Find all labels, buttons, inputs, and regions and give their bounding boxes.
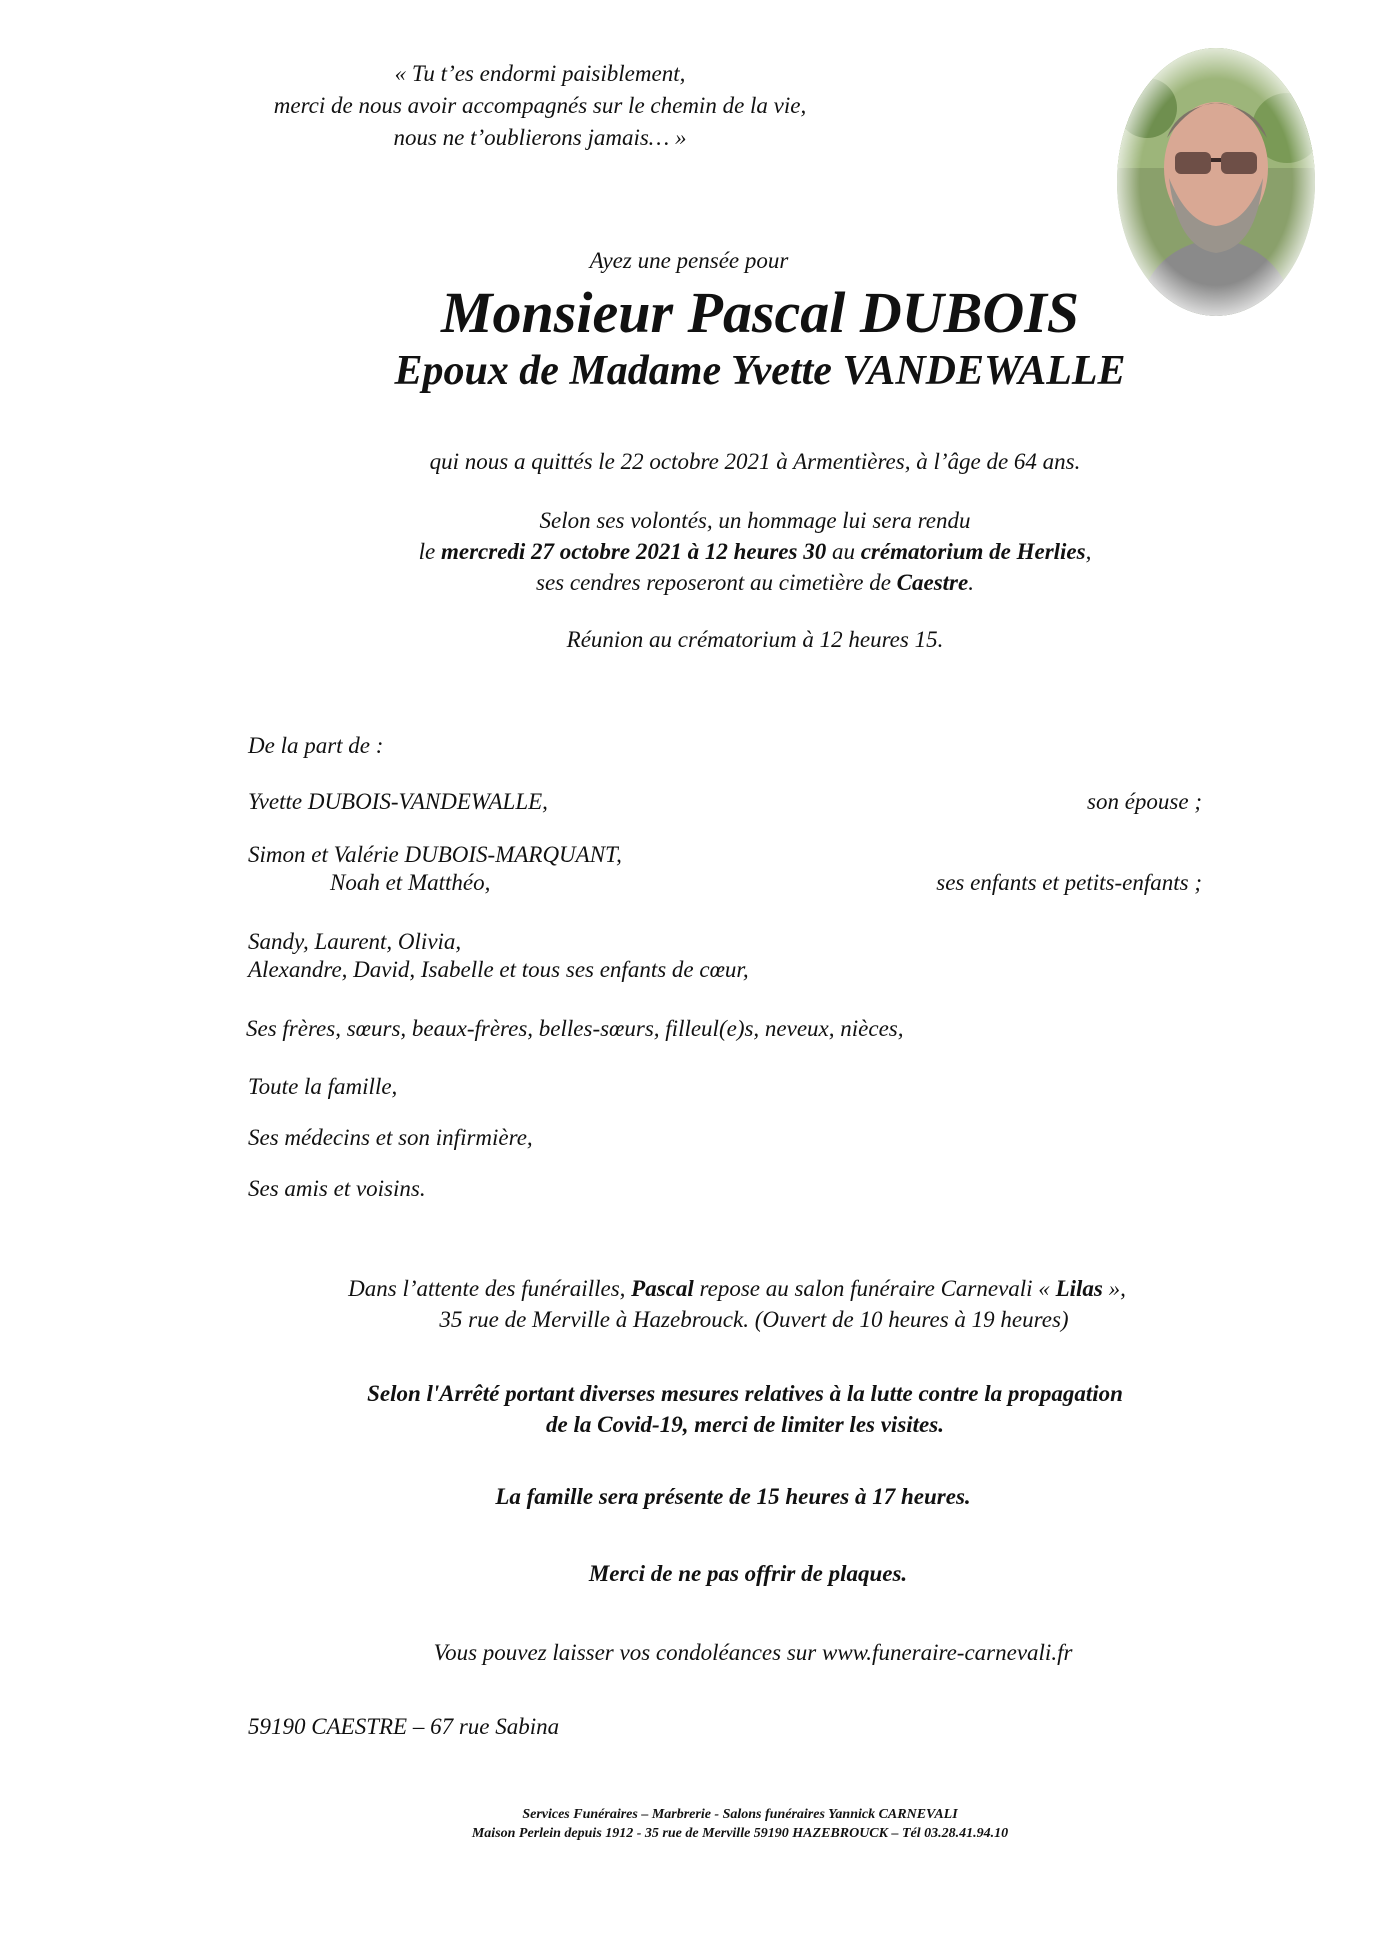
no-plaques-notice: Merci de ne pas offrir de plaques. [588,1561,908,1586]
spouse-line: Epoux de Madame Yvette VANDEWALLE [394,348,1126,394]
portrait-image [1117,48,1315,316]
quote-line-3: nous ne t’oublierons jamais… » [393,125,687,150]
funeral-home-line-2: 35 rue de Merville à Hazebrouck. (Ouvert de 10 heures à 19 heures) [439,1307,1069,1332]
friends-line: Ses amis et voisins. [248,1176,426,1201]
death-notice: qui nous a quittés le 22 octobre 2021 à Armentières, à l’âge de 64 ans. [429,449,1081,474]
ceremony-text: ses cendres reposeront au cimetière de [536,570,897,595]
cemetery-place: Caestre [896,570,969,595]
ceremony-text: . [968,570,974,595]
first-name: Pascal [631,1276,694,1301]
ceremony-text: le [418,539,441,564]
ceremony-text: au [826,539,861,564]
covid-line-2: de la Covid-19, merci de limiter les visites. [546,1412,944,1437]
ceremony-date: mercredi 27 octobre 2021 à 12 heures 30 [441,539,827,564]
ceremony-line-3 [0,566,1378,599]
epitaph-quote [240,58,840,154]
intro-text: Ayez une pensée pour [589,248,789,273]
funeral-home-line-1 [0,1272,1378,1305]
deceased-name: Monsieur Pascal DUBOIS [440,280,1080,345]
from-label: De la part de : [248,733,384,758]
home-address: 59190 CAESTRE – 67 rue Sabina [248,1714,560,1739]
ceremony-line-2 [0,535,1378,568]
children-line-1: Simon et Valérie DUBOIS-MARQUANT, [248,842,622,867]
quote-line-1: « Tu t’es endormi paisiblement, [394,61,686,86]
ceremony-text: , [1085,539,1092,564]
condolences-notice: Vous pouvez laisser vos condoléances sur www.funeraire-carnevali.fr [433,1640,1073,1665]
portrait-photo [1117,48,1315,316]
doctors-line: Ses médecins et son infirmière, [248,1125,533,1150]
quote-line-2: merci de nous avoir accompagnés sur le chemin de la vie, [273,93,807,118]
ceremony-line-1: Selon ses volontés, un hommage lui sera rendu [539,508,971,533]
siblings-line: Ses frères, sœurs, beaux-frères, belles-sœurs, filleul(e)s, neveux, nièces, [246,1016,904,1041]
footer-line-2: Maison Perlein depuis 1912 - 35 rue de Merville 59190 HAZEBROUCK – Tél 03.28.41.94.10 [471,1826,1009,1841]
covid-line-1: Selon l'Arrêté portant diverses mesures relatives à la lutte contre la propagation [367,1381,1123,1406]
funeral-home-text: », [1102,1276,1126,1301]
children-line-2: Noah et Matthéo, [330,870,491,895]
funeral-home-text: Dans l’attente des funérailles, [348,1276,632,1301]
ceremony-place: crématorium de Herlies [860,539,1086,564]
spouse-name: Yvette DUBOIS-VANDEWALLE, [248,789,548,814]
funeral-home-text: repose au salon funéraire Carnevali « [693,1276,1056,1301]
heart-children-line-2: Alexandre, David, Isabelle et tous ses enfants de cœur, [248,957,749,982]
footer-line-1: Services Funéraires – Marbrerie - Salons funéraires Yannick CARNEVALI [522,1807,958,1822]
all-family-line: Toute la famille, [248,1074,398,1099]
family-presence: La famille sera présente de 15 heures à 17 heures. [495,1484,971,1509]
children-role: ses enfants et petits-enfants ; [936,870,1202,895]
reunion-notice: Réunion au crématorium à 12 heures 15. [566,627,944,652]
salon-name: Lilas [1055,1276,1103,1301]
spouse-role: son épouse ; [1087,789,1202,814]
heart-children-line-1: Sandy, Laurent, Olivia, [248,929,462,954]
